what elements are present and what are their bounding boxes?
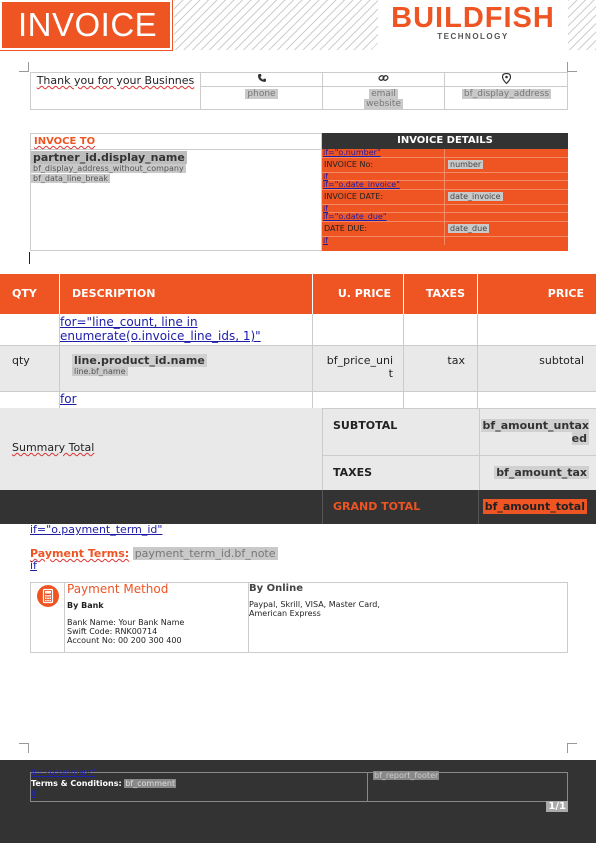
subtotal-value: subtotal	[539, 354, 584, 367]
product-name: line.product_id.name	[74, 354, 205, 367]
calculator-icon	[37, 585, 59, 607]
company-logo	[378, 0, 568, 50]
footer-if-comment	[31, 768, 95, 777]
loop-open-tag[interactable]: for="line_count, line in enumerate(o.invoice_line_ids, 1)"	[60, 315, 261, 343]
cell	[313, 314, 404, 345]
taxes-amount	[479, 466, 589, 479]
due-date-value: date_due	[450, 223, 488, 233]
invoice-date-value: date_invoice	[450, 191, 501, 201]
col-header-unit-price: U. PRICE	[313, 274, 404, 314]
cell	[478, 314, 596, 345]
details-row	[322, 158, 568, 173]
details-row	[322, 190, 568, 205]
divider	[322, 490, 323, 524]
contact-email	[323, 73, 445, 109]
col-header-qty: QTY	[0, 274, 60, 314]
summary-label-cell	[0, 408, 322, 490]
if-date-tag[interactable]: if="o.date_invoice"	[323, 180, 400, 189]
invoice-date-label: INVOICE DATE:	[322, 190, 445, 204]
link-icon	[323, 73, 444, 87]
details-row	[322, 149, 568, 158]
phone-icon	[201, 73, 322, 87]
cell	[60, 314, 313, 345]
payment-bank-cell	[65, 583, 249, 652]
invoice-to-box	[30, 133, 322, 251]
crop-mark-top-right	[567, 62, 577, 72]
header-hatch-right	[568, 0, 596, 50]
by-bank-label: By Bank	[67, 601, 104, 610]
cell	[60, 392, 313, 409]
cell	[0, 314, 60, 345]
contact-address	[445, 73, 568, 109]
grand-total-amount	[478, 500, 586, 513]
footer-if-comment-tag[interactable]: if="o.comment"	[31, 768, 96, 777]
footer-box	[30, 768, 568, 802]
divider	[367, 773, 368, 801]
unit-price-value: bf_price_unit	[326, 354, 393, 380]
invoice-banner	[0, 0, 172, 50]
table-row	[0, 346, 596, 392]
website-value: website	[366, 99, 401, 109]
cell	[404, 392, 478, 409]
header-hatch-pattern	[174, 0, 378, 50]
invoice-number-value: number	[450, 159, 482, 169]
payment-terms-if-close	[30, 559, 37, 572]
cell	[60, 346, 313, 391]
subtotal-label: SUBTOTAL	[333, 419, 398, 432]
footer-if-close	[31, 789, 36, 798]
payment-terms	[30, 547, 278, 560]
terms-label: Terms & Conditions:	[31, 779, 122, 788]
swift-code: Swift Code: RNK00714	[67, 627, 158, 636]
product-subname: line.bf_name	[74, 367, 126, 376]
account-number: Account No: 00 200 300 400	[67, 636, 182, 645]
email-value: email	[371, 89, 396, 99]
invoice-to-heading-text: INVOCE TO	[34, 136, 96, 147]
details-row	[322, 237, 568, 246]
footer-terms	[31, 779, 176, 788]
payment-terms-if-close-tag[interactable]: if	[30, 559, 37, 572]
contact-phone	[201, 73, 323, 109]
grand-total-amount-text: bf_amount_total	[484, 500, 585, 513]
taxes-amount-text: bf_amount_tax	[496, 466, 587, 479]
col-header-description: DESCRIPTION	[60, 274, 313, 314]
online-methods: Paypal, Skrill, VISA, Master Card, American Express	[249, 600, 380, 618]
table-header	[0, 274, 596, 314]
cell	[0, 346, 60, 391]
partner-address: bf_display_address_without_company	[33, 164, 184, 173]
invoice-number-label: INVOICE No:	[322, 158, 445, 172]
invoice-details-heading: INVOICE DETAILS	[322, 133, 568, 149]
taxes-label: TAXES	[333, 466, 373, 479]
col-header-price: PRICE	[547, 287, 584, 300]
payment-terms-if-open	[30, 524, 162, 536]
table-row	[0, 314, 596, 346]
cell	[478, 392, 596, 409]
partner-name: partner_id.display_name	[33, 151, 185, 164]
due-date-label: DATE DUE:	[322, 222, 445, 236]
details-row	[322, 213, 568, 222]
payment-terms-label: Payment Terms:	[30, 547, 130, 560]
payment-method-title: Payment Method	[67, 582, 169, 596]
text-cursor	[29, 252, 30, 264]
invoice-title: INVOICE	[18, 6, 158, 43]
partner-line-break: bf_data_line_break	[33, 174, 108, 183]
subtotal-amount-text: bf_amount_untaxed	[482, 419, 589, 445]
tax-value: tax	[447, 354, 465, 367]
payment-online-cell	[249, 583, 567, 652]
report-footer-text: bf_report_footer	[374, 771, 439, 780]
line-items-table	[0, 274, 596, 409]
summary-block	[0, 408, 596, 524]
contact-strip	[30, 72, 568, 110]
if-close-tag[interactable]: if	[323, 203, 329, 213]
thank-you-text: Thank you for your Businnes	[36, 74, 195, 87]
if-due-tag[interactable]: if="o.date_due"	[323, 212, 387, 221]
footer-if-close-tag[interactable]: if	[31, 789, 37, 798]
details-row	[322, 222, 568, 237]
subtotal-row	[322, 408, 596, 455]
cell	[404, 314, 478, 345]
cell	[0, 392, 60, 409]
address-value: bf_display_address	[463, 89, 550, 99]
payment-terms-value: payment_term_id.bf_note	[134, 547, 276, 560]
cell	[478, 346, 596, 391]
page-number: 1/1	[548, 801, 566, 812]
bank-name: Bank Name: Your Bank Name	[67, 618, 185, 627]
loop-close-tag[interactable]: for	[60, 392, 77, 406]
payment-icon-cell	[31, 583, 65, 653]
grand-total-label: GRAND TOTAL	[333, 500, 421, 513]
report-footer	[373, 771, 439, 780]
cell	[404, 346, 478, 391]
details-row	[322, 181, 568, 190]
thank-you-note	[31, 73, 201, 109]
terms-value: bf_comment	[125, 779, 176, 788]
by-online-label: By Online	[249, 583, 303, 594]
table-row	[0, 392, 596, 409]
crop-mark-bottom-right	[567, 743, 577, 753]
crop-mark-bottom-left	[19, 743, 29, 753]
if-close-tag[interactable]: if	[323, 235, 329, 245]
taxes-row	[322, 455, 596, 490]
invoice-details-box	[322, 133, 568, 251]
phone-value: phone	[247, 89, 276, 99]
location-icon	[445, 73, 568, 87]
page-footer	[0, 760, 596, 843]
brand-subtitle: TECHNOLOGY	[437, 32, 509, 41]
if-close-tag[interactable]: if	[323, 171, 329, 181]
invoice-to-heading	[31, 134, 321, 150]
cell	[313, 392, 404, 409]
col-header-taxes: TAXES	[404, 274, 478, 314]
subtotal-amount	[479, 419, 589, 445]
summary-total-label: Summary Total	[12, 441, 95, 454]
crop-mark-top-left	[19, 62, 29, 72]
grand-total-row	[0, 490, 596, 524]
if-number-tag[interactable]: if="o.number"	[323, 148, 381, 157]
payment-method-box	[30, 582, 568, 653]
brand-name: BUILDFISH	[391, 2, 555, 34]
cell	[313, 346, 404, 391]
qty-value: qty	[12, 354, 30, 367]
payment-terms-if-tag[interactable]: if="o.payment_term_id"	[30, 523, 163, 536]
